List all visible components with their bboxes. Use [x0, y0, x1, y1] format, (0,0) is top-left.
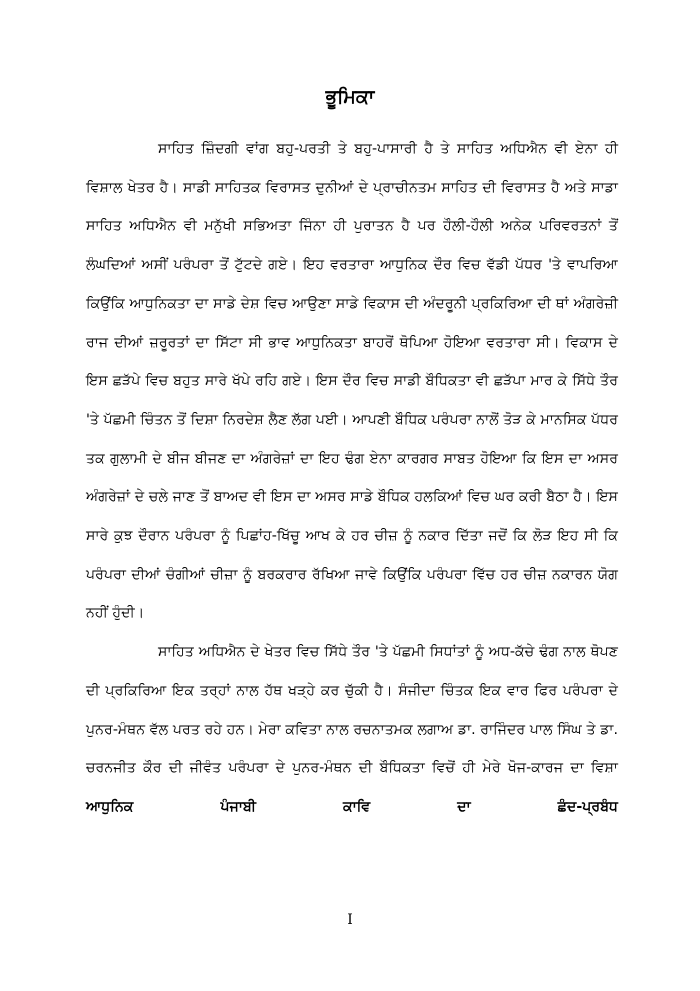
thesis-title-bold: ਆਧੁਨਿਕ ਪੰਜਾਬੀ ਕਾਵਿ ਦਾ ਛੰਦ-ਪ੍ਰਬੰਧ	[86, 798, 618, 815]
paragraph-2-text: ਸਾਹਿਤ ਅਧਿਐਨ ਦੇ ਖੇਤਰ ਵਿਚ ਸਿੱਧੇ ਤੌਰ 'ਤੇ ਪੱਛਮੀ ਸਿਧਾਂਤਾਂ ਨੂੰ ਅਧ-ਕੱਚੇ ਢੰਗ ਨਾਲ ਥੋਪਣ ਦੀ ਪ੍ਰਕਿਰਿਆ ਇਕ ਤਰ੍ਹਾਂ ਨਾਲ ਹੱਥ ਖੜ੍ਹੇ ਕਰ ਚੁੱਕੀ ਹੈ। ਸੰਜੀਦਾ ਚਿੰਤਕ ਇਕ ਵਾਰ ਫਿਰ ਪਰੰਪਰਾ ਦੇ ਪੁਨਰ-ਮੰਥਨ ਵੱਲ ਪਰਤ ਰਹੇ ਹਨ। ਮੇਰਾ ਕਵਿਤਾ ਨਾਲ ਰਚਨਾਤਮਕ ਲਗਾਅ ਡਾ. ਰਾਜਿੰਦਰ ਪਾਲ ਸਿੰਘ ਤੇ ਡਾ. ਚਰਨਜੀਤ ਕੌਰ ਦੀ ਜੀਵੰਤ ਪਰੰਪਰਾ ਦੇ ਪੁਨਰ-ਮੰਥਨ ਦੀ ਬੌਧਿਕਤਾ ਵਿਚੋਂ ਹੀ ਮੇਰੇ ਖੋਜ-ਕਾਰਜ ਦਾ ਵਿਸ਼ਾ	[86, 644, 618, 777]
page-number: I	[347, 912, 353, 928]
paragraph-1: ਸਾਹਿਤ ਜ਼ਿੰਦਗੀ ਵਾਂਗ ਬਹੁ-ਪਰਤੀ ਤੇ ਬਹੁ-ਪਾਸਾਰੀ ਹੈ ਤੇ ਸਾਹਿਤ ਅਧਿਐਨ ਵੀ ਏਨਾ ਹੀ ਵਿਸ਼ਾਲ ਖੇਤਰ ਹੈ। ਸਾਡੀ ਸਾਹਿਤਕ ਵਿਰਾਸਤ ਦੁਨੀਆਂ ਦੇ ਪ੍ਰਾਚੀਨਤਮ ਸਾਹਿਤ ਦੀ ਵਿਰਾਸਤ ਹੈ ਅਤੇ ਸਾਡਾ ਸਾਹਿਤ ਅਧਿਐਨ ਵੀ ਮਨੁੱਖੀ ਸਭਿਅਤਾ ਜਿੰਨਾ ਹੀ ਪੁਰਾਤਨ ਹੈ ਪਰ ਹੌਲੀ-ਹੌਲੀ ਅਨੇਕ ਪਰਿਵਰਤਨਾਂ ਤੋਂ ਲੰਘਦਿਆਂ ਅਸੀਂ ਪਰੰਪਰਾ ਤੋਂ ਟੁੱਟਦੇ ਗਏ। ਇਹ ਵਰਤਾਰਾ ਆਧੁਨਿਕ ਦੌਰ ਵਿਚ ਵੱਡੀ ਪੱਧਰ 'ਤੇ ਵਾਪਰਿਆ ਕਿਉਂਕਿ ਆਧੁਨਿਕਤਾ ਦਾ ਸਾਡੇ ਦੇਸ਼ ਵਿਚ ਆਉਣਾ ਸਾਡੇ ਵਿਕਾਸ ਦੀ ਅੰਦਰੂਨੀ ਪ੍ਰਕਿਰਿਆ ਦੀ ਥਾਂ ਅੰਗਰੇਜ਼ੀ ਰਾਜ ਦੀਆਂ ਜ਼ਰੂਰਤਾਂ ਦਾ ਸਿੱਟਾ ਸੀ ਭਾਵ ਆਧੁਨਿਕਤਾ ਬਾਹਰੋਂ ਥੋਪਿਆ ਹੋਇਆ ਵਰਤਾਰਾ ਸੀ। ਵਿਕਾਸ ਦੇ ਇਸ ਛੜੱਪੇ ਵਿਚ ਬਹੁਤ ਸਾਰੇ ਖੱਪੇ ਰਹਿ ਗਏ। ਇਸ ਦੌਰ ਵਿਚ ਸਾਡੀ ਬੌਧਿਕਤਾ ਵੀ ਛੜੱਪਾ ਮਾਰ ਕੇ ਸਿੱਧੇ ਤੌਰ 'ਤੇ ਪੱਛਮੀ ਚਿੰਤਨ ਤੋਂ ਦਿਸ਼ਾ ਨਿਰਦੇਸ਼ ਲੈਣ ਲੱਗ ਪਈ। ਆਪਣੀ ਬੌਧਿਕ ਪਰੰਪਰਾ ਨਾਲੋਂ ਤੋੜ ਕੇ ਮਾਨਸਿਕ ਪੱਧਰ ਤਕ ਗੁਲਾਮੀ ਦੇ ਬੀਜ ਬੀਜਣ ਦਾ ਅੰਗਰੇਜ਼ਾਂ ਦਾ ਇਹ ਢੰਗ ਏਨਾ ਕਾਰਗਰ ਸਾਬਤ ਹੋਇਆ ਕਿ ਇਸ ਦਾ ਅਸਰ ਅੰਗਰੇਜ਼ਾਂ ਦੇ ਚਲੇ ਜਾਣ ਤੋਂ ਬਾਅਦ ਵੀ ਇਸ ਦਾ ਅਸਰ ਸਾਡੇ ਬੌਧਿਕ ਹਲਕਿਆਂ ਵਿਚ ਘਰ ਕਰੀ ਬੈਠਾ ਹੈ। ਇਸ ਸਾਰੇ ਕੁਝ ਦੌਰਾਨ ਪਰੰਪਰਾ ਨੂੰ ਪਿਛਾਂਹ-ਖਿੱਚੂ ਆਖ ਕੇ ਹਰ ਚੀਜ਼ ਨੂੰ ਨਕਾਰ ਦਿੱਤਾ ਜਦੋਂ ਕਿ ਲੋੜ ਇਹ ਸੀ ਕਿ ਪਰੰਪਰਾ ਦੀਆਂ ਚੰਗੀਆਂ ਚੀਜ਼ਾ ਨੂੰ ਬਰਕਰਾਰ ਰੱਖਿਆ ਜਾਵੇ ਕਿਉਂਕਿ ਪਰੰਪਰਾ ਵਿੱਚ ਹਰ ਚੀਜ਼ ਨਕਾਰਨ ਯੋਗ ਨਹੀਂ ਹੁੰਦੀ।	[86, 141, 618, 622]
page-title: ਭੂਮਿਕਾ	[325, 86, 375, 108]
document-body	[86, 130, 618, 827]
paragraph-2	[86, 633, 618, 827]
